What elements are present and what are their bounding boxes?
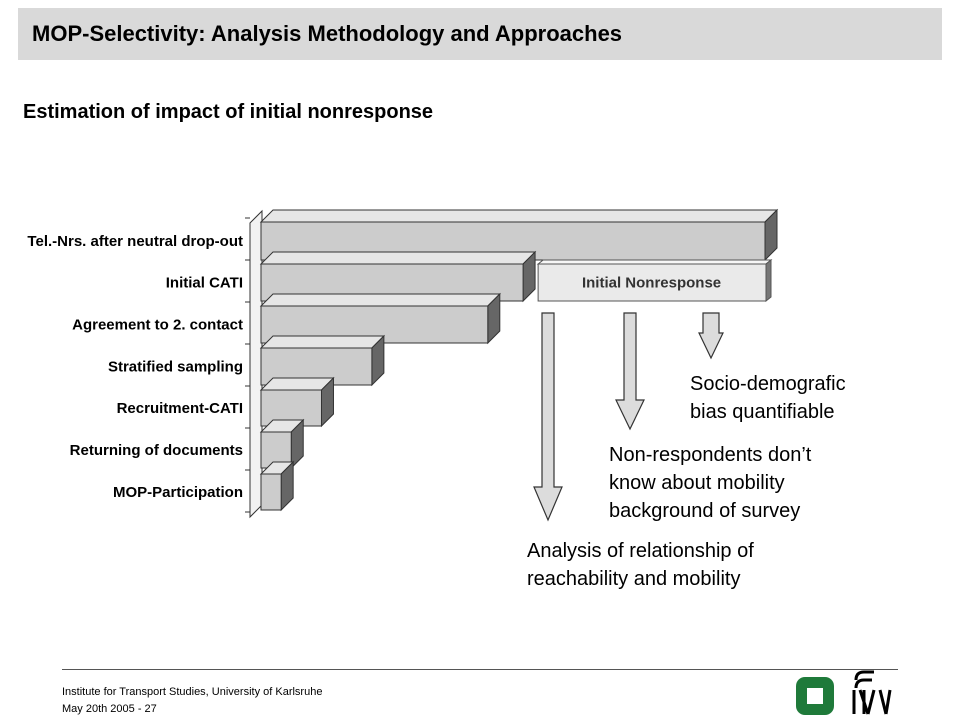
arrow-analysis <box>534 313 562 520</box>
segment-side-face <box>766 260 771 301</box>
annotation-socio <box>690 373 846 423</box>
bar-top-face <box>261 210 777 222</box>
category-label-5: Returning of documents <box>69 442 243 459</box>
bar-top-face <box>261 294 500 306</box>
annotation-line: know about mobility <box>609 472 785 494</box>
arrow-socio <box>699 313 723 358</box>
ifv-logo <box>848 668 892 718</box>
category-label-2: Agreement to 2. contact <box>72 316 243 334</box>
category-label-3: Stratified sampling <box>107 358 243 376</box>
annotation-line: Non-respondents don’t <box>609 444 812 466</box>
category-label-4: Recruitment-CATI <box>116 400 243 417</box>
annotation-line: bias quantifiable <box>690 401 835 423</box>
footer-divider <box>62 669 898 670</box>
bar-front-face <box>261 474 281 510</box>
category-label-1: Initial CATI <box>165 274 243 292</box>
segment-label: Initial Nonresponse <box>581 274 722 292</box>
slide-subtitle: Estimation of impact of initial nonresponse <box>23 101 434 123</box>
annotation-line: Socio-demografic <box>690 373 846 395</box>
category-label-0: Tel.-Nrs. after neutral drop-out <box>27 233 243 250</box>
slide-title: MOP-Selectivity: Analysis Methodology and Approaches <box>32 21 623 46</box>
bar-5 <box>261 420 303 468</box>
category-label-6: MOP-Participation <box>112 484 243 501</box>
annotation-line: reachability and mobility <box>527 568 741 590</box>
bar-top-face <box>261 336 384 348</box>
bar-4 <box>261 378 333 426</box>
annotation-line: background of survey <box>609 500 801 522</box>
bar-top-face <box>261 252 535 264</box>
footer-date: May 20th 2005 - 27 <box>62 703 157 715</box>
bar-6 <box>261 462 293 510</box>
segment-top-face <box>538 260 771 264</box>
annotation-line: Analysis of relationship of <box>527 540 754 562</box>
annotation-analysis <box>527 540 754 590</box>
axis-wall <box>250 211 262 517</box>
university-logo <box>793 674 837 718</box>
annotation-nonresp <box>609 444 812 522</box>
footer-institute: Institute for Transport Studies, University of Karlsruhe <box>62 686 323 698</box>
nonresponse-segment <box>538 260 771 301</box>
arrow-nonrespondents <box>616 313 644 429</box>
